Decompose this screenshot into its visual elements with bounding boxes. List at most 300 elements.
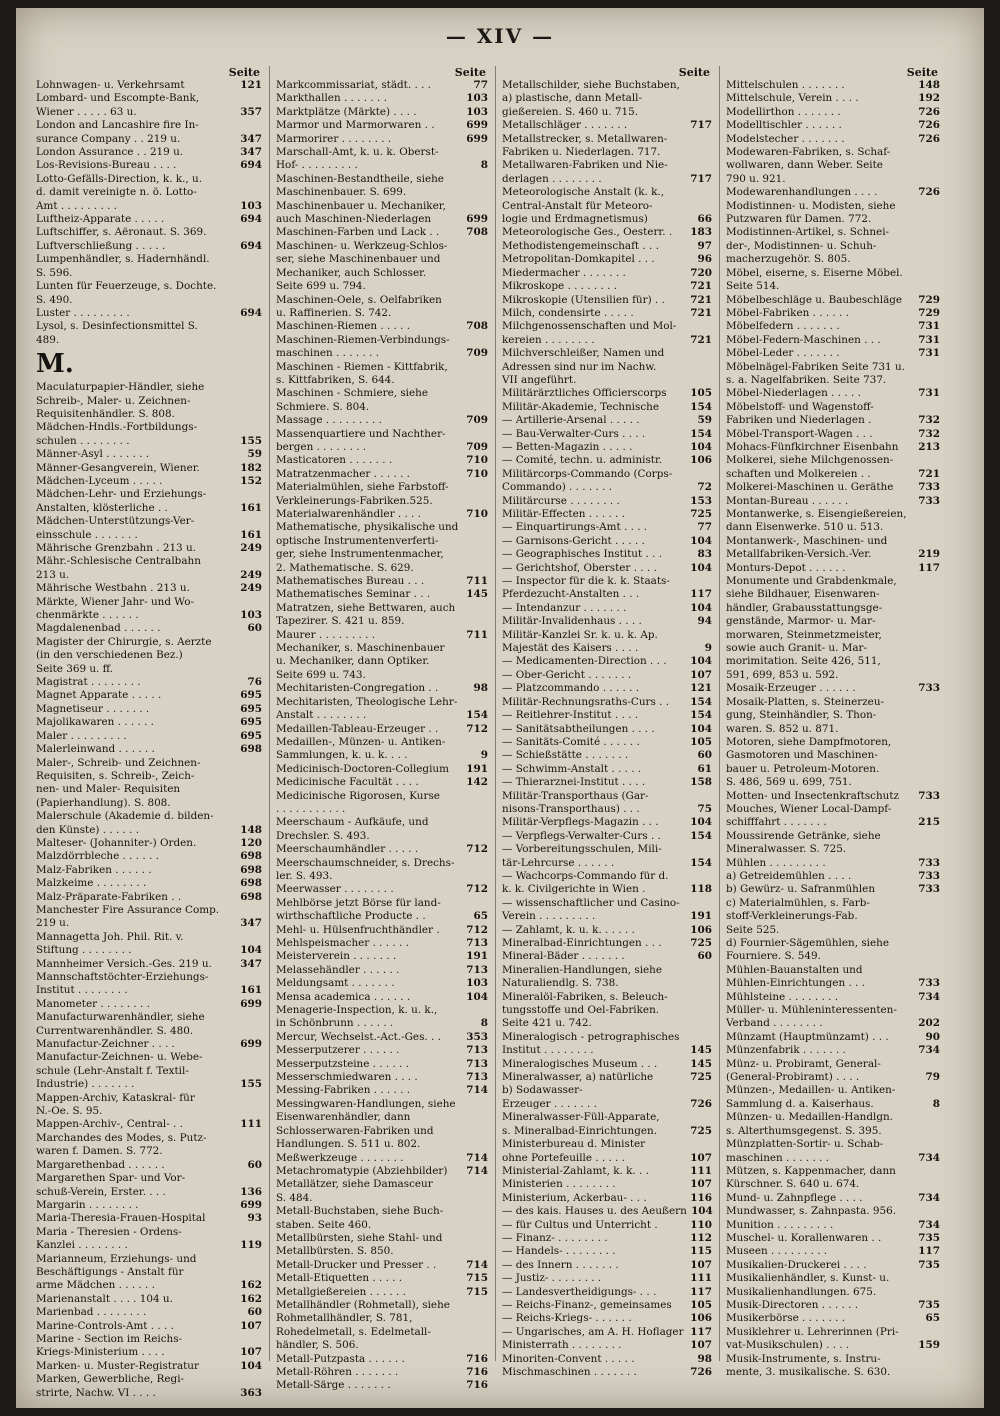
entry-page-number: 711 (466, 628, 488, 641)
entry-page-number: 716 (466, 1379, 488, 1392)
index-entry (36, 1279, 262, 1292)
entry-term: schuß-Verein, Erster. . . . (36, 1185, 166, 1198)
entry-term: — Sanitätsabtheilungen . . . . (502, 722, 655, 735)
index-entry (502, 334, 712, 347)
index-entry (726, 1044, 940, 1057)
index-entry (726, 937, 940, 950)
entry-page-number: 107 (690, 1258, 712, 1271)
index-entry (502, 1125, 712, 1138)
index-entry (276, 1326, 488, 1339)
entry-page-number: 710 (466, 454, 488, 467)
entry-term: schule (Lehr-Anstalt f. Textil- (36, 1064, 189, 1077)
entry-page-number: 98 (473, 682, 488, 695)
index-entry (502, 119, 712, 132)
entry-page-number: 698 (240, 877, 262, 890)
index-entry (36, 917, 262, 930)
entry-term: Medaillen-Tableau-Erzeuger . . (276, 722, 439, 735)
entry-term: Münz- u. Probiramt, General- (726, 1057, 881, 1070)
entry-term: VII angeführt. (502, 373, 577, 386)
entry-term: Mehlbörse jetzt Börse für land- (276, 896, 441, 909)
entry-term: den Künste) . . . . . . (36, 823, 140, 836)
entry-term: S. 484. (276, 1191, 313, 1204)
index-entry (276, 1178, 488, 1191)
entry-term: Sammlungen, k. u. k. . . . (276, 749, 408, 762)
entry-term: Meerschaumschneider, s. Drechs- (276, 856, 455, 869)
entry-term: Musikalienhandlungen. 675. (726, 1285, 877, 1298)
entry-page-number: 698 (240, 890, 262, 903)
index-entry (726, 655, 940, 668)
index-entry (726, 1017, 940, 1030)
entry-term: Meldungsamt . . . . . . . (276, 977, 395, 990)
entry-term: Mechaniker, auch Schlosser. (276, 266, 427, 279)
entry-term: Seite 421 u. 742. (502, 1017, 592, 1030)
index-entry (276, 92, 488, 105)
index-entry (502, 1353, 712, 1366)
entry-term: Malzdörrbleche . . . . . . (36, 850, 159, 863)
column-header: Seite (678, 66, 710, 79)
index-entry (36, 133, 262, 146)
index-entry (726, 602, 940, 615)
entry-page-number: 721 (690, 280, 712, 293)
entry-term: Adressen sind nur im Nachw. (502, 360, 657, 373)
entry-term: Maschinen-Riemen-Verbindungs- (276, 333, 450, 346)
entry-term: Mercur, Wechselst.-Act.-Ges. . . (276, 1030, 441, 1043)
entry-page-number: 726 (918, 186, 940, 199)
entry-term: Maria-Theresia-Frauen-Hospital (36, 1212, 206, 1225)
index-entry (36, 569, 262, 582)
index-entry (502, 991, 712, 1004)
index-entry (726, 964, 940, 977)
entry-page-number: 733 (918, 977, 940, 990)
entry-term: Kriegs-Ministerium . . . . (36, 1346, 165, 1359)
entry-term: Mensa academica . . . . . . (276, 990, 411, 1003)
entry-term: Manometer . . . . . . . . (36, 997, 150, 1010)
entry-page-number: 710 (466, 467, 488, 480)
entry-term: Molkerei, siehe Milchgenossen- (726, 454, 894, 467)
entry-term: Mittelschulen . . . . . . . (726, 79, 845, 91)
index-entry (36, 408, 262, 421)
entry-page-number: 249 (240, 582, 262, 595)
entry-page-number: 117 (690, 1325, 712, 1338)
index-entry (276, 870, 488, 883)
entry-page-number: 153 (690, 494, 712, 507)
entry-term: — für Cultus und Unterricht . (502, 1218, 658, 1231)
entry-page-number: 136 (240, 1185, 262, 1198)
index-entry (502, 414, 712, 427)
index-entry (276, 1353, 488, 1366)
entry-page-number: 694 (240, 239, 262, 252)
index-entry (276, 803, 488, 816)
index-entry (726, 763, 940, 776)
entry-page-number: 106 (690, 1312, 712, 1325)
entry-term: Mädchen-Lehr- und Erziehungs- (36, 488, 207, 501)
entry-page-number: 698 (240, 743, 262, 756)
index-entry (726, 883, 940, 896)
index-entry (276, 1259, 488, 1272)
index-entry (726, 642, 940, 655)
entry-page-number: 709 (466, 440, 488, 453)
entry-term: M. (36, 349, 74, 380)
index-entry (276, 334, 488, 347)
entry-term: — wissenschaftlicher und Casino- (502, 896, 680, 909)
entry-page-number: 219 (918, 548, 940, 561)
entry-page-number: 154 (690, 709, 712, 722)
entry-term: d. damit vereinigte n. ö. Lotto- (36, 186, 197, 199)
entry-term: — Vorbereitungsschulen, Mili- (502, 843, 662, 856)
index-entry (726, 1272, 940, 1285)
entry-term: Seite 699 u. 794. (276, 280, 366, 293)
entry-page-number: 357 (240, 105, 262, 118)
index-entry (726, 253, 940, 266)
index-entry (36, 1051, 262, 1064)
index-entry (726, 562, 940, 575)
entry-term: waren. S. 852 u. 871. (726, 722, 839, 735)
entry-term: a) plastische, dann Metall- (502, 92, 642, 105)
entry-term: Meerschaumhändler . . . . . (276, 843, 419, 856)
entry-page-number: 712 (466, 883, 488, 896)
entry-term: Münzamt (Hauptmünzamt) . . . (726, 1030, 889, 1043)
entry-term: 489. (36, 333, 60, 346)
index-entry (726, 186, 940, 199)
entry-page-number: 107 (690, 1151, 712, 1164)
entry-term: Matratzenmacher . . . . . . (276, 467, 410, 480)
entry-term: Münzen- u. Medaillen-Handlgn. (726, 1111, 893, 1124)
entry-term: mente, 3. musikalische. S. 630. (726, 1366, 891, 1378)
entry-term: bauer u. Petroleum-Motoren. (726, 762, 880, 775)
entry-term: bergen . . . . . . . . (276, 440, 367, 453)
entry-term: Metall-Särge . . . . . . . (276, 1379, 391, 1392)
entry-term: Möbel, eiserne, s. Eiserne Möbel. (726, 266, 903, 279)
entry-page-number: 699 (466, 213, 488, 226)
entry-term: Luster . . . . . . . . . (36, 306, 130, 319)
entry-term: Seite 699 u. 743. (276, 668, 366, 681)
entry-term: Mineralogisches Museum . . . (502, 1057, 658, 1070)
entry-term: Manufacturwarenhändler, siehe (36, 1011, 205, 1024)
entry-page-number: 155 (240, 434, 262, 447)
entry-term: Mathematisches Seminar . . . (276, 588, 431, 601)
entry-page-number: 699 (240, 1038, 262, 1051)
index-entry (726, 977, 940, 990)
entry-term: Mannheimer Versich.-Ges. 219 u. (36, 957, 212, 970)
index-entry (502, 186, 712, 199)
entry-term: surance Company . . 219 u. (36, 132, 181, 145)
entry-term: Metall-Röhren . . . . . . . (276, 1366, 399, 1378)
entry-page-number: 695 (240, 716, 262, 729)
entry-term: Milch, condensirte . . . . . (502, 306, 634, 319)
entry-term: Mineralöl-Fabriken, s. Beleuch- (502, 990, 668, 1003)
entry-page-number: 712 (466, 843, 488, 856)
entry-term: London and Lancashire fire In- (36, 119, 199, 132)
index-entry (726, 1299, 940, 1312)
entry-page-number: 183 (690, 226, 712, 239)
entry-page-number: 191 (466, 762, 488, 775)
index-entry (502, 843, 712, 856)
entry-term: Requisiten, s. Schreib-, Zeich- (36, 769, 195, 782)
index-entry (36, 1306, 262, 1319)
index-entry (502, 1259, 712, 1272)
index-entry (276, 709, 488, 722)
index-entry (36, 984, 262, 997)
index-entry (36, 837, 262, 850)
index-entry (502, 669, 712, 682)
entry-term: Industrie) . . . . . . . (36, 1078, 135, 1091)
entry-page-number: 104 (691, 1205, 713, 1218)
entry-page-number: 104 (690, 601, 712, 614)
index-entry (502, 347, 712, 360)
entry-term: Marienbad . . . . . . . . (36, 1306, 147, 1319)
entry-term: London Assurance . . 219 u. (36, 146, 184, 159)
index-entry (276, 1058, 488, 1071)
entry-page-number: 59 (697, 414, 712, 427)
entry-term: Ministerrath . . . . . . . . (502, 1339, 622, 1352)
entry-page-number: 714 (466, 1258, 488, 1271)
entry-term: auch Maschinen-Niederlagen (276, 213, 432, 226)
index-entry (502, 615, 712, 628)
entry-term: Metallhändler (Rohmetall), siehe (276, 1298, 450, 1311)
index-entry (726, 468, 940, 481)
entry-term: morimitation. Seite 426, 511, (726, 655, 881, 668)
index-entry (726, 1219, 940, 1232)
index-entry (502, 830, 712, 843)
index-entry (502, 924, 712, 937)
entry-term: Möbelnägel-Fabriken Seite 731 u. (726, 360, 905, 373)
index-entry (726, 1326, 940, 1339)
entry-term: Ministerial-Zahlamt, k. k. . . (502, 1164, 649, 1177)
entry-term: Lumpenhändler, s. Hadernhändl. (36, 253, 210, 266)
entry-term: Malz-Fabriken . . . . . . (36, 863, 152, 876)
entry-term: Militär-Rechnungsraths-Curs . . (502, 695, 670, 708)
index-entry (36, 1239, 262, 1252)
entry-term: der-, Modistinnen- u. Schuh- (726, 239, 877, 252)
entry-term: Möbel-Transport-Wagen . . . (726, 427, 873, 440)
index-entry (502, 1138, 712, 1151)
entry-page-number: 103 (466, 977, 488, 990)
index-entry (36, 307, 262, 320)
entry-page-number: 732 (918, 414, 940, 427)
entry-term: Maschinenbauer. S. 699. (276, 186, 407, 199)
entry-page-number: 698 (240, 863, 262, 876)
entry-page-number: 202 (918, 1017, 940, 1030)
index-entry (502, 213, 712, 226)
index-entry (726, 1098, 940, 1111)
entry-term: vat-Musikschulen) . . . . (726, 1339, 850, 1352)
entry-term: Musikalienhändler, s. Kunst- u. (726, 1272, 890, 1285)
entry-page-number: 721 (690, 333, 712, 346)
entry-term: Möbelstoff- und Wagenstoff- (726, 400, 874, 413)
entry-page-number: 145 (466, 588, 488, 601)
entry-term: Manchester Fire Assurance Comp. (36, 903, 220, 916)
entry-page-number: 107 (240, 1346, 262, 1359)
entry-term: Medicinische Facultät . . . . (276, 776, 419, 789)
entry-term: Metallschilder, siehe Buchstaben, (502, 79, 680, 91)
entry-term: Metallätzer, siehe Damasceur (276, 1178, 433, 1191)
entry-page-number: 83 (697, 548, 712, 561)
index-entry (36, 877, 262, 890)
entry-page-number: 714 (466, 1084, 488, 1097)
index-entry (502, 1071, 712, 1084)
entry-term: staben. Seite 460. (276, 1218, 372, 1231)
entry-page-number: 119 (240, 1239, 262, 1252)
entry-term: Meteorologische Ges., Oesterr. . (502, 226, 673, 239)
entry-page-number: 60 (247, 622, 262, 635)
entry-term: händler, Grabausstattungsge- (726, 601, 883, 614)
index-entry (276, 1205, 488, 1218)
entry-term: Maschinen- u. Werkzeug-Schlos- (276, 239, 448, 252)
index-entry (36, 294, 262, 307)
index-entry (36, 280, 262, 293)
index-entry (276, 495, 488, 508)
entry-page-number: 154 (690, 856, 712, 869)
index-entry (502, 857, 712, 870)
entry-term: Meerwasser . . . . . . . . (276, 883, 394, 896)
entry-term: Messerschmiedwaren . . . . (276, 1071, 418, 1084)
index-entry (276, 843, 488, 856)
index-entry (276, 1192, 488, 1205)
entry-term: morwaren, Steinmetzmeister, (726, 628, 882, 641)
entry-term: Musiklehrer u. Lehrerinnen (Pri- (726, 1325, 899, 1338)
entry-term: Marmor und Marmorwaren . . (276, 119, 435, 132)
column-divider (269, 66, 270, 1361)
index-entry (276, 240, 488, 253)
index-entry (276, 173, 488, 186)
entry-page-number: 79 (925, 1071, 940, 1084)
entry-term: Rohmetallhändler, S. 781, (276, 1312, 413, 1325)
entry-page-number: 734 (918, 1044, 940, 1057)
entry-term: Schmiere. S. 804. (276, 400, 370, 413)
entry-page-number: 699 (466, 132, 488, 145)
entry-term: ler. S. 493. (276, 869, 333, 882)
entry-page-number: 105 (690, 387, 712, 400)
index-entry (36, 1320, 262, 1333)
entry-term: Massage . . . . . . . . . (276, 414, 382, 427)
entry-term: Mehl- u. Hülsenfruchthändler . (276, 923, 440, 936)
entry-page-number: 116 (690, 1191, 712, 1204)
entry-term: chenmärkte . . . . . . (36, 609, 139, 622)
entry-term: Matratzen, siehe Bettwaren, auch (276, 601, 456, 614)
entry-term: Marine-Controls-Amt . . . . (36, 1319, 174, 1332)
entry-page-number: 115 (690, 1245, 712, 1258)
index-entry (276, 347, 488, 360)
entry-term: Hof- . . . . . . . . . (276, 159, 358, 172)
entry-page-number: 107 (690, 1339, 712, 1352)
index-entry (502, 280, 712, 293)
entry-term: d) Fournier-Sägemühlen, siehe (726, 937, 889, 949)
index-entry (276, 1219, 488, 1232)
index-entry (726, 1084, 940, 1097)
entry-term: Mannagetta Joh. Phil. Rit. v. (36, 930, 184, 943)
entry-page-number: 726 (918, 105, 940, 118)
index-entry (276, 1165, 488, 1178)
entry-term: s. Kittfabriken, S. 644. (276, 373, 395, 386)
index-entry (726, 481, 940, 494)
entry-term: Mehlspeismacher . . . . . . (276, 937, 409, 949)
entry-term: Militär-Transporthaus (Gar- (502, 789, 649, 802)
entry-page-number: 715 (466, 1272, 488, 1285)
entry-term: Milchverschleißer, Namen und (502, 347, 665, 360)
entry-page-number: 353 (466, 1030, 488, 1043)
entry-term: Motten- und Insectenkraftschutz (726, 789, 900, 802)
index-entry (726, 508, 940, 521)
index-entry (276, 790, 488, 803)
entry-term: Menagerie-Inspection, k. u. k., (276, 1004, 438, 1017)
entry-term: Fourniere. S. 549. (726, 950, 821, 963)
index-entry (502, 159, 712, 172)
entry-term: Mineralwasser. S. 725. (726, 843, 847, 856)
entry-term: Militär-Invalidenhaus . . . . (502, 615, 642, 628)
index-entry (36, 931, 262, 944)
index-entry (502, 709, 712, 722)
entry-term: Seite 369 u. ff. (36, 662, 113, 675)
index-entry (36, 904, 262, 917)
index-entry (276, 723, 488, 736)
entry-term: Marken- u. Muster-Registratur (36, 1359, 199, 1372)
index-entry (502, 1245, 712, 1258)
index-entry (726, 790, 940, 803)
entry-term: Erzeuger . . . . . . . (502, 1097, 597, 1110)
entry-page-number: 725 (690, 1071, 712, 1084)
index-entry (36, 435, 262, 448)
index-entry (36, 1172, 262, 1185)
entry-page-number: 94 (697, 615, 712, 628)
entry-term: Mechaniker, s. Maschinenbauer (276, 642, 445, 655)
entry-page-number: 106 (690, 454, 712, 467)
index-entry (36, 743, 262, 756)
entry-page-number: 734 (918, 1151, 940, 1164)
entry-term: Marianneum, Erziehungs- und (36, 1252, 197, 1265)
column-divider (719, 66, 720, 1361)
entry-term: Militär-Verpflegs-Magazin . . . (502, 816, 659, 829)
entry-term: Tapezirer. S. 421 u. 859. (276, 615, 405, 628)
entry-page-number: 104 (690, 816, 712, 829)
index-entry (502, 133, 712, 146)
entry-page-number: 731 (918, 387, 940, 400)
entry-term: Maschinen-Farben und Lack . . (276, 226, 440, 239)
entry-term: Militär-Effecten . . . . . . (502, 508, 626, 520)
entry-term: Sammlung d. a. Kaiserhaus. (726, 1097, 874, 1110)
entry-term: Metachromatypie (Abziehbilder) (276, 1164, 448, 1177)
entry-term: Magnetiseur . . . . . . . (36, 702, 150, 715)
entry-page-number: 142 (466, 776, 488, 789)
index-entry (276, 629, 488, 642)
index-entry (276, 361, 488, 374)
entry-page-number: 717 (690, 119, 712, 132)
entry-term: Institut . . . . . . . . (502, 1044, 594, 1057)
index-entry (276, 883, 488, 896)
index-entry (36, 810, 262, 823)
index-entry (726, 857, 940, 870)
index-entry (36, 1038, 262, 1051)
index-entry (36, 1159, 262, 1172)
entry-term: Medicinisch-Doctoren-Collegium (276, 762, 449, 775)
entry-term: — Platzcommando . . . . . . (502, 682, 640, 695)
index-entry (726, 924, 940, 937)
index-entry (36, 320, 262, 333)
entry-term: Märkte, Wiener Jahr- und Wo- (36, 595, 195, 608)
index-entry (36, 1118, 262, 1131)
index-entry (726, 830, 940, 843)
index-entry (502, 816, 712, 829)
index-entry (36, 226, 262, 239)
entry-page-number: 191 (690, 910, 712, 923)
index-entry (726, 240, 940, 253)
entry-term: Margarin . . . . . . . . (36, 1198, 139, 1211)
entry-page-number: 105 (690, 1298, 712, 1311)
entry-term: Ministerien . . . . . . . . (502, 1178, 616, 1191)
entry-term: Markcommissariat, städt. . . . (276, 79, 431, 91)
index-entry (502, 320, 712, 333)
index-entry (502, 200, 712, 213)
index-entry (36, 1360, 262, 1373)
